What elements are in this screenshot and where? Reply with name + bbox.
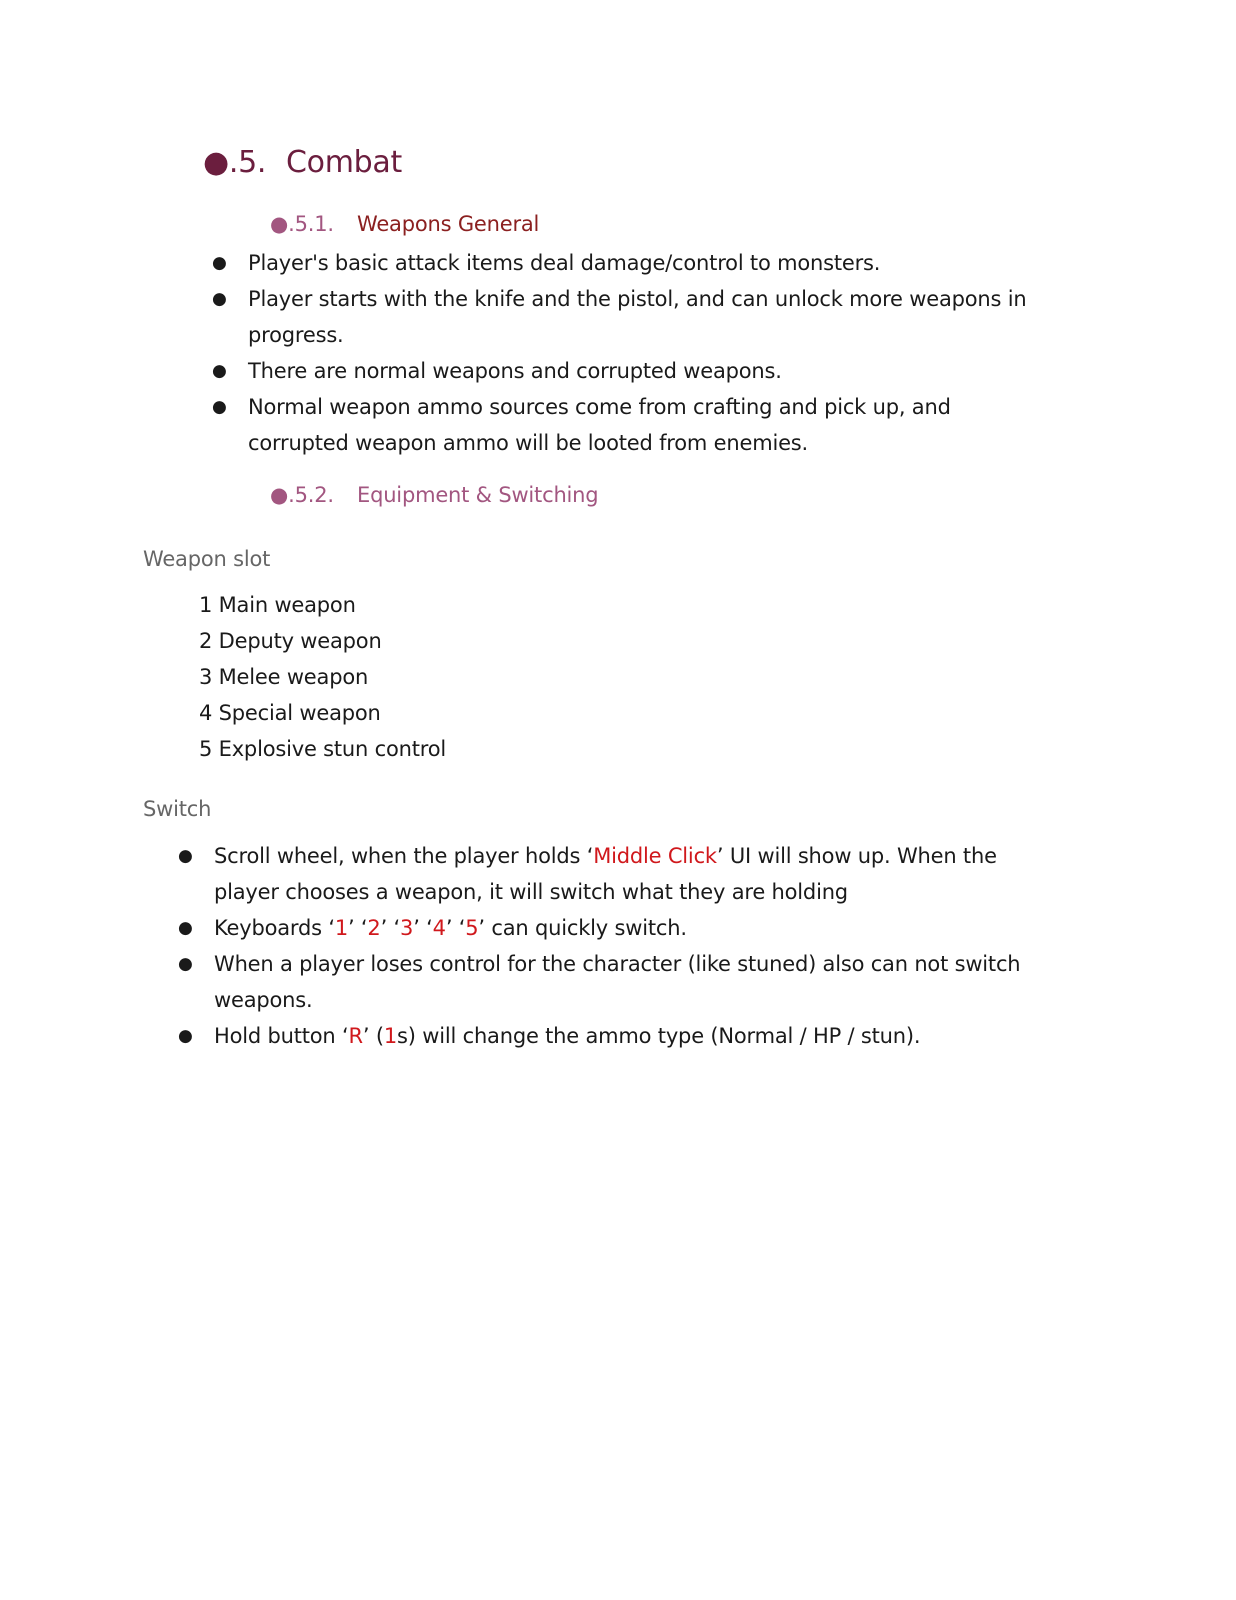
list-item: ● There are normal weapons and corrupted weapons. [248, 353, 1048, 389]
section-heading-combat [203, 145, 402, 180]
bullet-icon: ● [178, 1026, 193, 1046]
weapons-general-list [212, 245, 1048, 461]
list-item: 5 Explosive stun control [199, 737, 447, 761]
bullet-icon: ● [178, 846, 193, 866]
list-item: 4 Special weapon [199, 701, 381, 725]
subsection-number: ●.5.2. [270, 483, 334, 507]
section-number: ●.5. [203, 145, 267, 180]
bullet-icon: ● [212, 253, 227, 273]
key-highlight: Middle Click [593, 844, 717, 868]
key-highlight: 1 [383, 1024, 398, 1048]
list-item: 3 Melee weapon [199, 665, 369, 689]
weapon-slot-list [199, 587, 446, 767]
weapon-slot-label: Weapon slot [143, 547, 271, 571]
section-title: Combat [286, 145, 402, 180]
bullet-icon: ● [212, 361, 227, 381]
list-item: 1 Main weapon [199, 593, 356, 617]
list-item: ● Keyboards ‘1’ ‘2’ ‘3’ ‘4’ ‘5’ can quickly switch. [214, 910, 1044, 946]
list-item: ● Player's basic attack items deal damage/control to monsters. [248, 245, 1048, 281]
key-highlight: 5 [465, 916, 479, 940]
key-highlight: 1 [334, 916, 348, 940]
subsection-heading-equipment-switching [270, 483, 598, 507]
subsection-number: ●.5.1. [270, 212, 334, 236]
list-item: ● Hold button ‘R’ (1s) will change the ammo type (Normal / HP / stun). [214, 1018, 1044, 1054]
subsection-title: Equipment & Switching [357, 483, 599, 507]
key-highlight: R [348, 1024, 363, 1048]
key-highlight: 4 [432, 916, 446, 940]
key-highlight: 2 [367, 916, 381, 940]
list-item: 2 Deputy weapon [199, 629, 382, 653]
bullet-icon: ● [212, 397, 227, 417]
bullet-icon: ● [178, 918, 193, 938]
list-item: ● Player starts with the knife and the pistol, and can unlock more weapons in progress. [248, 281, 1048, 353]
bullet-icon: ● [212, 289, 227, 309]
subsection-heading-weapons-general [270, 212, 539, 236]
subsection-title: Weapons General [357, 212, 540, 236]
list-item: ● When a player loses control for the character (like stuned) also can not switch weapons. [214, 946, 1044, 1018]
list-item: ● Normal weapon ammo sources come from crafting and pick up, and corrupted weapon ammo will be looted from enemies. [248, 389, 1048, 461]
key-highlight: 3 [400, 916, 414, 940]
list-item: ● Scroll wheel, when the player holds ‘Middle Click’ UI will show up. When the player chooses a weapon, it will switch what they are holding [214, 838, 1044, 910]
switch-list [178, 838, 1044, 1054]
bullet-icon: ● [178, 954, 193, 974]
switch-label: Switch [143, 797, 212, 821]
